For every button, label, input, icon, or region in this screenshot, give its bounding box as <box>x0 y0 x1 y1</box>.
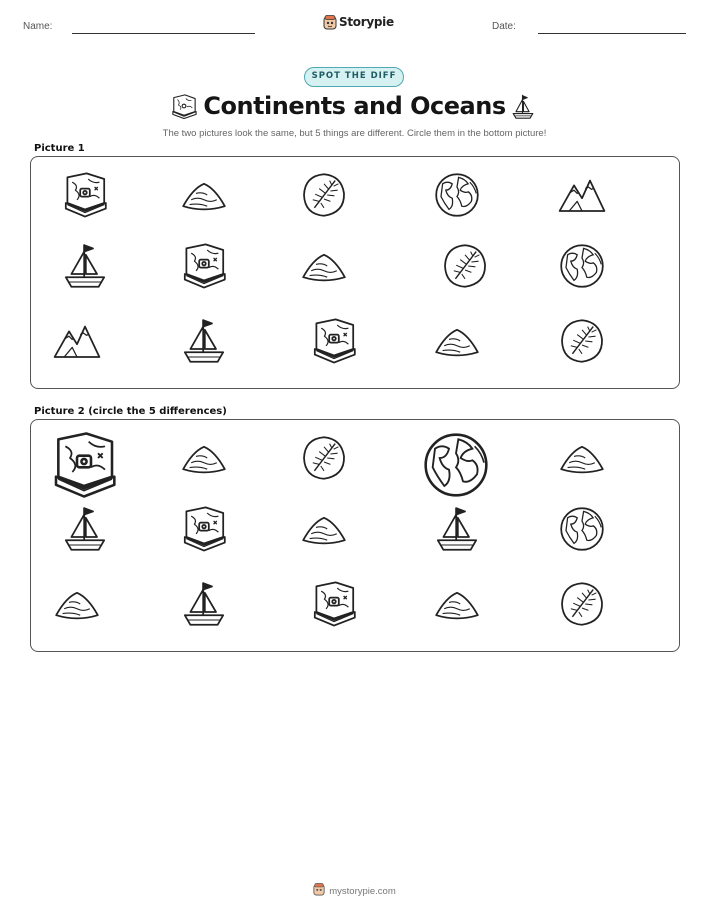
globe-icon <box>433 171 481 223</box>
leaf-coin-icon <box>300 171 348 223</box>
map-book-icon <box>310 317 358 369</box>
map-book-icon[interactable] <box>310 580 358 632</box>
instructions: The two pictures look the same, but 5 things are different. Circle them in the bottom picture! <box>162 128 547 139</box>
leaf-coin-icon[interactable] <box>300 434 348 486</box>
date-label: Date: <box>492 21 516 32</box>
sand-pile-icon <box>180 171 228 223</box>
leaf-coin-icon[interactable] <box>558 580 606 632</box>
spot-the-diff-badge: SPOT THE DIFF <box>304 67 404 87</box>
sailboat-icon <box>61 242 109 294</box>
sailboat-icon[interactable] <box>61 505 109 557</box>
leaf-coin-icon <box>558 317 606 369</box>
picture-2-label: Picture 2 (circle the 5 differences) <box>34 406 227 417</box>
sand-pile-icon[interactable] <box>180 434 228 486</box>
storypie-mascot-icon <box>313 883 325 896</box>
map-book-icon[interactable] <box>180 505 228 557</box>
sand-pile-icon[interactable] <box>53 580 101 632</box>
sand-pile-icon[interactable] <box>558 434 606 486</box>
globe-icon[interactable] <box>558 505 606 557</box>
sailboat-icon <box>180 317 228 369</box>
leaf-coin-icon <box>441 242 489 294</box>
name-line[interactable] <box>72 33 255 34</box>
name-label: Name: <box>23 21 53 32</box>
footer-url: mystorypie.com <box>329 886 396 897</box>
mountains-icon <box>53 317 101 369</box>
globe-icon[interactable] <box>421 430 491 504</box>
brand-name: Storypie <box>339 15 394 29</box>
mountains-icon <box>558 171 606 223</box>
sand-pile-icon[interactable] <box>433 580 481 632</box>
map-book-icon <box>61 171 109 223</box>
storypie-mascot-icon <box>323 15 337 30</box>
sailboat-icon <box>511 93 535 121</box>
globe-icon <box>558 242 606 294</box>
sand-pile-icon <box>433 317 481 369</box>
footer <box>0 883 709 897</box>
sand-pile-icon <box>300 242 348 294</box>
picture-1-panel <box>30 156 680 389</box>
sailboat-icon[interactable] <box>433 505 481 557</box>
sand-pile-icon[interactable] <box>300 505 348 557</box>
map-book-icon <box>180 242 228 294</box>
map-book-icon[interactable] <box>49 430 119 504</box>
sailboat-icon[interactable] <box>180 580 228 632</box>
picture-1-label: Picture 1 <box>34 143 85 154</box>
page-title: Continents and Oceans <box>203 92 506 120</box>
date-line[interactable] <box>538 33 686 34</box>
picture-2-panel[interactable] <box>30 419 680 652</box>
